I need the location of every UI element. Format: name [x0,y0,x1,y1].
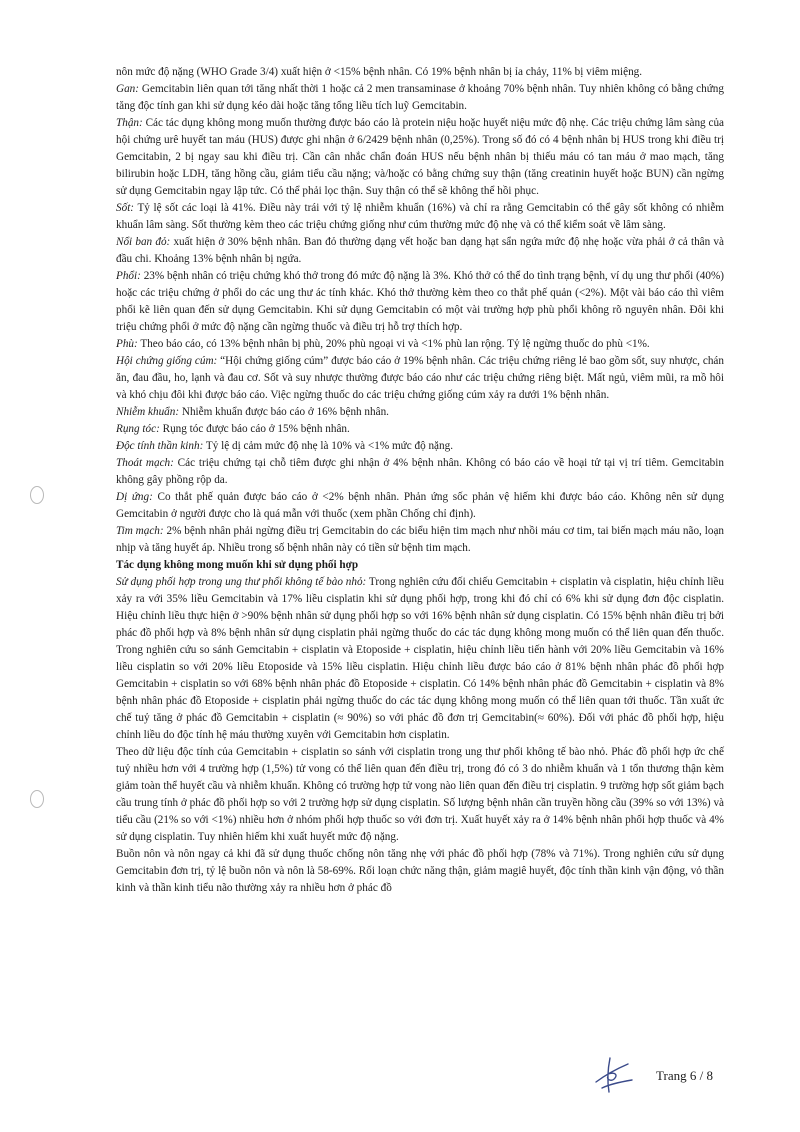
paragraph-text: Các tác dụng không mong muốn thường được báo cáo là protein niệu hoặc huyết niệu mức độ nhẹ. Các triệu chứng lâm sàng của hội chứng urê huyết tan máu (HUS) được ghi nhận ở 6/2429 bệnh nhân (0,25%). Trong số đó có 4 bệnh nhân bị HUS trong khi điều trị Gemcitabin, 2 bị ngay sau khi điều trị. Cần cân nhắc chẩn đoán HUS nếu bệnh nhân bị thiếu máu có tan máu ở mao mạch, tăng bilirubin hoặc LDH, tăng hồng cầu, giảm tiểu cầu nặng; và/hoặc có bằng chứng suy thận (tăng creatinin huyết hoặc BUN) cần ngừng sử dụng Gemcitabin ngay lập tức. Có thể phải lọc thận. Suy thận có thể sẽ không thể hồi phục. [116,117,724,197]
paragraph-text: nôn mức độ nặng (WHO Grade 3/4) xuất hiện ở <15% bệnh nhân. Có 19% bệnh nhân bị ỉa chảy, 11% bị viêm miệng. [116,66,643,78]
paragraph-text: Các triệu chứng tại chỗ tiêm được ghi nhận ở 4% bệnh nhân. Không có báo cáo về hoại tử tại vị trí tiêm. Gemcitabin không gây phồng rộp da. [116,457,724,486]
paragraph-lead-label: Dị ứng: [116,491,153,503]
page-number: Trang 6 / 8 [656,1068,713,1083]
adverse-effect-paragraph [116,523,724,557]
adverse-effects-list [116,64,724,557]
signature-mark [588,1052,638,1096]
paragraph-lead-label: Nổi ban đỏ: [116,236,171,248]
paragraph-text: Gemcitabin liên quan tới tăng nhất thời 1 hoặc cả 2 men transaminase ở khoảng 70% bệnh nhân. Tuy nhiên không có bằng chứng tăng độc tính gan khi sử dụng kéo dài hoặc tăng tổng liều tích luỹ Gemcitabin. [116,83,724,112]
adverse-effect-paragraph [116,268,724,336]
paragraph-lead-label: Thoát mạch: [116,457,174,469]
paragraph-lead-label: Phổi: [116,270,141,282]
combination-therapy-section [116,574,724,897]
paragraph-lead-label: Nhiễm khuẩn: [116,406,180,418]
adverse-effect-paragraph [116,336,724,353]
paragraph-lead-label: Hội chứng giống cúm: [116,355,218,367]
punch-hole-mark [30,790,44,808]
paragraph-text: Nhiễm khuẩn được báo cáo ở 16% bệnh nhân. [179,406,389,418]
paragraph-text: 2% bệnh nhân phải ngừng điều trị Gemcitabin do các biểu hiện tim mạch như nhồi máu cơ tim, tai biến mạch máu não, loạn nhịp và tăng huyết áp. Nhiều trong số bệnh nhân này có tiền sử bệnh tim mạch. [116,525,724,554]
paragraph-text: xuất hiện ở 30% bệnh nhân. Ban đỏ thường dạng vết hoặc ban dạng hạt sẩn ngứa mức độ nhẹ hoặc vừa phải ở cả thân và đầu chi. Khoảng 13% bệnh nhân bị ngứa. [116,236,724,265]
combination-paragraph [116,744,724,846]
paragraph-lead-label: Sử dụng phối hợp trong ung thư phổi không tế bào nhỏ: [116,576,367,588]
paragraph-text: 23% bệnh nhân có triệu chứng khó thở trong đó mức độ nặng là 3%. Khó thở có thể do tình trạng bệnh, ví dụ ung thư phổi (40%) hoặc các triệu chứng ở phổi do các ung thư ác tính khác. Khó thở thường kèm theo co thắt phế quản (<2%). Một vài báo cáo thì viêm phổi kẽ liên quan đến sử dụng Gemcitabin. Khi sử dụng Gemcitabin có một vài trường hợp phù phổi không rõ nguyên nhân. Đôi khi triệu chứng phổi ở mức độ nặng cần ngừng thuốc và điều trị hỗ trợ thích hợp. [116,270,724,333]
paragraph-text: Theo báo cáo, có 13% bệnh nhân bị phù, 20% phù ngoại vi và <1% phù lan rộng. Tỷ lệ ngừng thuốc do phù <1%. [137,338,650,350]
paragraph-text: “Hội chứng giống cúm” được báo cáo ở 19% bệnh nhân. Các triệu chứng riêng lẻ bao gồm sốt, suy nhược, chán ăn, đau đầu, ho, lạnh và đau cơ. Sốt và suy nhược thường được báo cáo như các triệu chứng riêng biệt. Mất ngủ, viêm mũi, ra mồ hôi và khó chịu đôi khi được báo cáo. Việc ngừng thuốc do các triệu chứng giống cúm xảy ra dưới 1% bệnh nhân. [116,355,724,401]
adverse-effect-paragraph [116,353,724,404]
section-heading: Tác dụng không mong muốn khi sử dụng phối hợp [116,559,359,571]
paragraph-lead-label: Tim mạch: [116,525,164,537]
punch-hole-mark [30,486,44,504]
combination-paragraph [116,846,724,897]
paragraph-text: Tỷ lệ dị cảm mức độ nhẹ là 10% và <1% mức độ nặng. [203,440,453,452]
adverse-effect-paragraph [116,455,724,489]
adverse-effect-paragraph [116,438,724,455]
paragraph-lead-label: Gan: [116,83,139,95]
paragraph-lead-label: Phù: [116,338,138,350]
combination-paragraph [116,574,724,744]
paragraph-lead-label: Rụng tóc: [116,423,160,435]
paragraph-lead-label: Thận: [116,117,143,129]
paragraph-text: Rụng tóc được báo cáo ở 15% bệnh nhân. [159,423,350,435]
adverse-effect-paragraph [116,489,724,523]
paragraph-text: Theo dữ liệu độc tính của Gemcitabin + cisplatin so sánh với cisplatin trong ung thư phổi không tế bào nhỏ. Phác đồ phối hợp ức chế tuỷ nhiều hơn với 4 trường hợp (1,5%) tử vong có thể liên quan đến điều trị, trong đó có 3 do nhiễm khuẩn và 1 tổn thương thận kèm giảm toàn thể huyết cầu và nhiễm khuẩn. Không có trường hợp tử vong nào liên quan đến điều trị cisplatin. 9 trường hợp sốt giảm bạch cầu trung tính ở phác đồ phối hợp so với 2 trường hợp sử dụng cisplatin. Số lượng bệnh nhân cần truyền hồng cầu (39% so với 13%) và tiểu cầu (21% so với <1%) nhiều hơn ở nhóm phối hợp thuốc so với đơn trị. Xuất huyết xảy ra ở 14% bệnh nhân phối hợp thuốc và 4% sử dụng cisplatin. Tuy nhiên hiếm khi xuất huyết mức độ nặng. [116,746,725,843]
adverse-effect-paragraph [116,234,724,268]
paragraph-text: Trong nghiên cứu đối chiếu Gemcitabin + cisplatin và cisplatin, hiệu chỉnh liều xảy ra với 35% liều Gemcitabin và 17% liều cisplatin khi sử dụng phối hợp, trong khi đó chỉ có 6% khi sử dụng đơn độc cisplatin. Hiệu chỉnh liều thực hiện ở >90% bệnh nhân sử dụng phối hợp so với 16% bệnh nhân sử dụng cisplatin. Có 15% bệnh nhân điều trị bởi phác đồ phối hợp và 8% bệnh nhân sử dụng cisplatin phải ngừng thuốc do các tác dụng không mong muốn có thể liên quan đến thuốc. Trong nghiên cứu so sánh Gemcitabin + cisplatin và Etoposide + cisplatin, hiệu chỉnh liều tiến hành với 20% liều Gemcitabin và 16% liều cisplatin so với 20% liều Etoposide và 15% liều cisplatin. Hiệu chỉnh liều được báo cáo ở 81% bệnh nhân phác đồ phối hợp Gemcitabin + cisplatin so với 68% bệnh nhân phác đồ Etoposide + cisplatin. Có 14% bệnh nhân phác đồ Gemcitabin + cisplatin và 8% bệnh nhân phác đồ Etoposide + cisplatin phải ngừng thuốc do các tác dụng không mong muốn có thể liên quan tới thuốc. Tần xuất ức chế tuỷ tăng ở phác đồ Gemcitabin + cisplatin (≈ 90%) so với phác đồ đơn trị Gemcitabin(≈ 60%). Đối với phác đồ phối hợp, hiệu chỉnh liều do độc tính hệ máu thường xuyên với Gemcitabin hơn cisplatin. [116,576,724,741]
adverse-effect-paragraph [116,81,724,115]
paragraph-text: Tỷ lệ sốt các loại là 41%. Điều này trái với tỷ lệ nhiễm khuẩn (16%) và chỉ ra rằng Gemcitabin có thể gây sốt không có nhiễm khuẩn lâm sàng. Sốt thường kèm theo các triệu chứng giống như cúm thường mức độ nhẹ và có thể kiểm soát về lâm sàng. [116,202,724,231]
adverse-effect-paragraph [116,421,724,438]
adverse-effect-paragraph [116,200,724,234]
paragraph-text: Co thắt phế quản được báo cáo ở <2% bệnh nhân. Phản ứng sốc phản vệ hiếm khi được báo cáo. Không nên sử dụng Gemcitabin ở người được cho là quá mẫn với thuốc (xem phần Chống chỉ định). [116,491,724,520]
paragraph-text: Buồn nôn và nôn ngay cả khi đã sử dụng thuốc chống nôn tăng nhẹ với phác đồ phối hợp (78% và 71%). Trong nghiên cứu sử dụng Gemcitabin đơn trị, tỷ lệ buồn nôn và nôn là 58-69%. Rối loạn chức năng thận, giảm magiê huyết, độc tính thần kinh vận động, vỏ thần kinh và thần kinh tiểu não thường xảy ra nhiều hơn ở phác đồ [116,848,724,894]
document-body [116,64,724,897]
adverse-effect-paragraph [116,404,724,421]
adverse-effect-paragraph [116,115,724,200]
adverse-effect-paragraph [116,64,724,81]
paragraph-lead-label: Độc tính thần kinh: [116,440,204,452]
paragraph-lead-label: Sốt: [116,202,135,214]
